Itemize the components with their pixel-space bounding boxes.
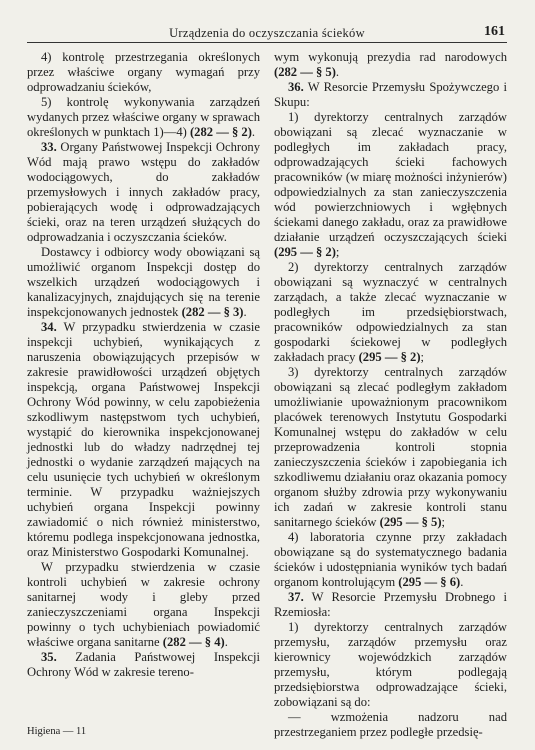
- paragraph-item-5: 5) kontrolę wykonywania zarządzeń wydanych przez właściwe organy w sprawach określonych w punktach 1)—4) (282 — § 2).: [27, 95, 261, 139]
- paragraph-37: 37. W Resorcie Przemysłu Drobnego i Rzemiosła:: [274, 590, 507, 619]
- printer-signature: Higiena — 11: [27, 726, 87, 737]
- paragraph-37-dash-item: — wzmożenia nadzoru nad przestrzeganiem przez podległe przedsię-: [274, 710, 507, 739]
- paragraph-36-item-3: 3) dyrektorzy centralnych zarządów obowiązani są zlecać podległym zakładom umożliwianie upoważnionym pracownikom placówek terenowych Instytutu Gospodarki Komunalnej wstępu do zakładów w celu przeprowadzenia kontroli stopnia zanieczyszczenia ścieków i zapobiegania ich szkodliwemu działaniu oraz okazania pomocy organom służby zdrowia przy wykonywaniu ich zadań w zakresie kontroli stanu sanitarnego ścieków (295 — § 5);: [274, 365, 507, 529]
- paragraph-36-item-1: 1) dyrektorzy centralnych zarządów obowiązani są zlecać wyznaczanie w podległych im zakładach pracy, odprowadzających ścieki fachowych pracowników (w miarę możności inżynierów) odpowiedzialnych za stan zanieczyszczenia wód powierzchniowych i wgłębnych ściekami danego zakładu, oraz za prawidłowe działanie urządzeń oczyszczających ścieki (295 — § 2);: [274, 110, 507, 259]
- paragraph-34: 34. W przypadku stwierdzenia w czasie inspekcji uchybień, wynikających z naruszenia obowiązujących przepisów w zakresie prawidłowości urządzeń objętych inspekcją, organa Państwowej Inspekcji Ochrony Wód powinny, w celu zapobieżenia szkodliwym następstwom tych uchybień, wystąpić do kierownika inspekcjonowanej jednostki lub do władzy nadrzędnej tej jednostki o wydanie zarządzeń mających na celu usunięcie tych uchybień w określonym terminie. W przypadku ważniejszych uchybień organa Inspekcji powinny zawiadomić o nich również ministerstwo, któremu podlega inspekcjonowana jednostka, oraz Ministerstwo Gospodarki Komunalnej.: [27, 320, 260, 559]
- paragraph-36-item-4: 4) laboratoria czynne przy zakładach obowiązane są do systematycznego badania ścieków i udostępniania wyników tych badań organom kontrolującym (295 — § 6).: [274, 530, 507, 589]
- paragraph-34-sanitary: W przypadku stwierdzenia w czasie kontroli uchybień w zakresie ochrony sanitarnej wody i gleby przed zanieczyszczeniami organa Inspekcji powinny o tych uchybieniach powiadomić właściwe organa sanitarne (282 — § 4).: [27, 560, 260, 649]
- paragraph-33-suppliers: Dostawcy i odbiorcy wody obowiązani są umożliwić organom Inspekcji dostęp do wszelkich urządzeń wodociągowych i kanalizacyjnych, znajdujących się na terenie inspekcjonowanych jednostek (282 — § 3).: [27, 245, 260, 319]
- paragraph-36-item-2: 2) dyrektorzy centralnych zarządów obowiązani są wyznaczyć w centralnych zarządach, a także zlecać wyznaczanie w podległych im przedsiębiorstwach, pracowników odpowiedzialnych za stan gospodarki ściekowej w podległych zakładach pracy (295 — § 2);: [274, 260, 507, 364]
- paragraph-37-item-1: 1) dyrektorzy centralnych zarządów przemysłu, zarządów przemysłu oraz kierownicy wojewódzkich zarządów przemysłu, którym podlegają przedsiębiorstwa odprowadzające ścieki, zobowiązani są do:: [274, 620, 507, 709]
- left-column: [27, 50, 260, 680]
- paragraph-35: 35. Zadania Państwowej Inspekcji Ochrony Wód w zakresie tereno-: [27, 650, 260, 679]
- page-number: 161: [484, 24, 505, 39]
- paragraph-33: 33. Organy Państwowej Inspekcji Ochrony Wód mają prawo wstępu do zakładów wodociągowych, do zakładów przemysłowych i innych zakładów pracy, pobierających wodę i odprowadzających ścieki, oraz na teren urządzeń służących do odprowadzania i oczyszczania ścieków.: [27, 140, 260, 244]
- right-column: [274, 50, 507, 740]
- paragraph-35-continued: wym wykonują prezydia rad narodowych (282 — § 5).: [274, 50, 507, 79]
- page-header: [27, 22, 507, 43]
- running-title: Urządzenia do oczyszczania ścieków: [169, 26, 365, 40]
- paragraph-36: 36. W Resorcie Przemysłu Spożywczego i Skupu:: [274, 80, 507, 109]
- paragraph-item-4: 4) kontrolę przestrzegania określonych przez właściwe organy wymagań przy odprowadzaniu ścieków,: [27, 50, 260, 94]
